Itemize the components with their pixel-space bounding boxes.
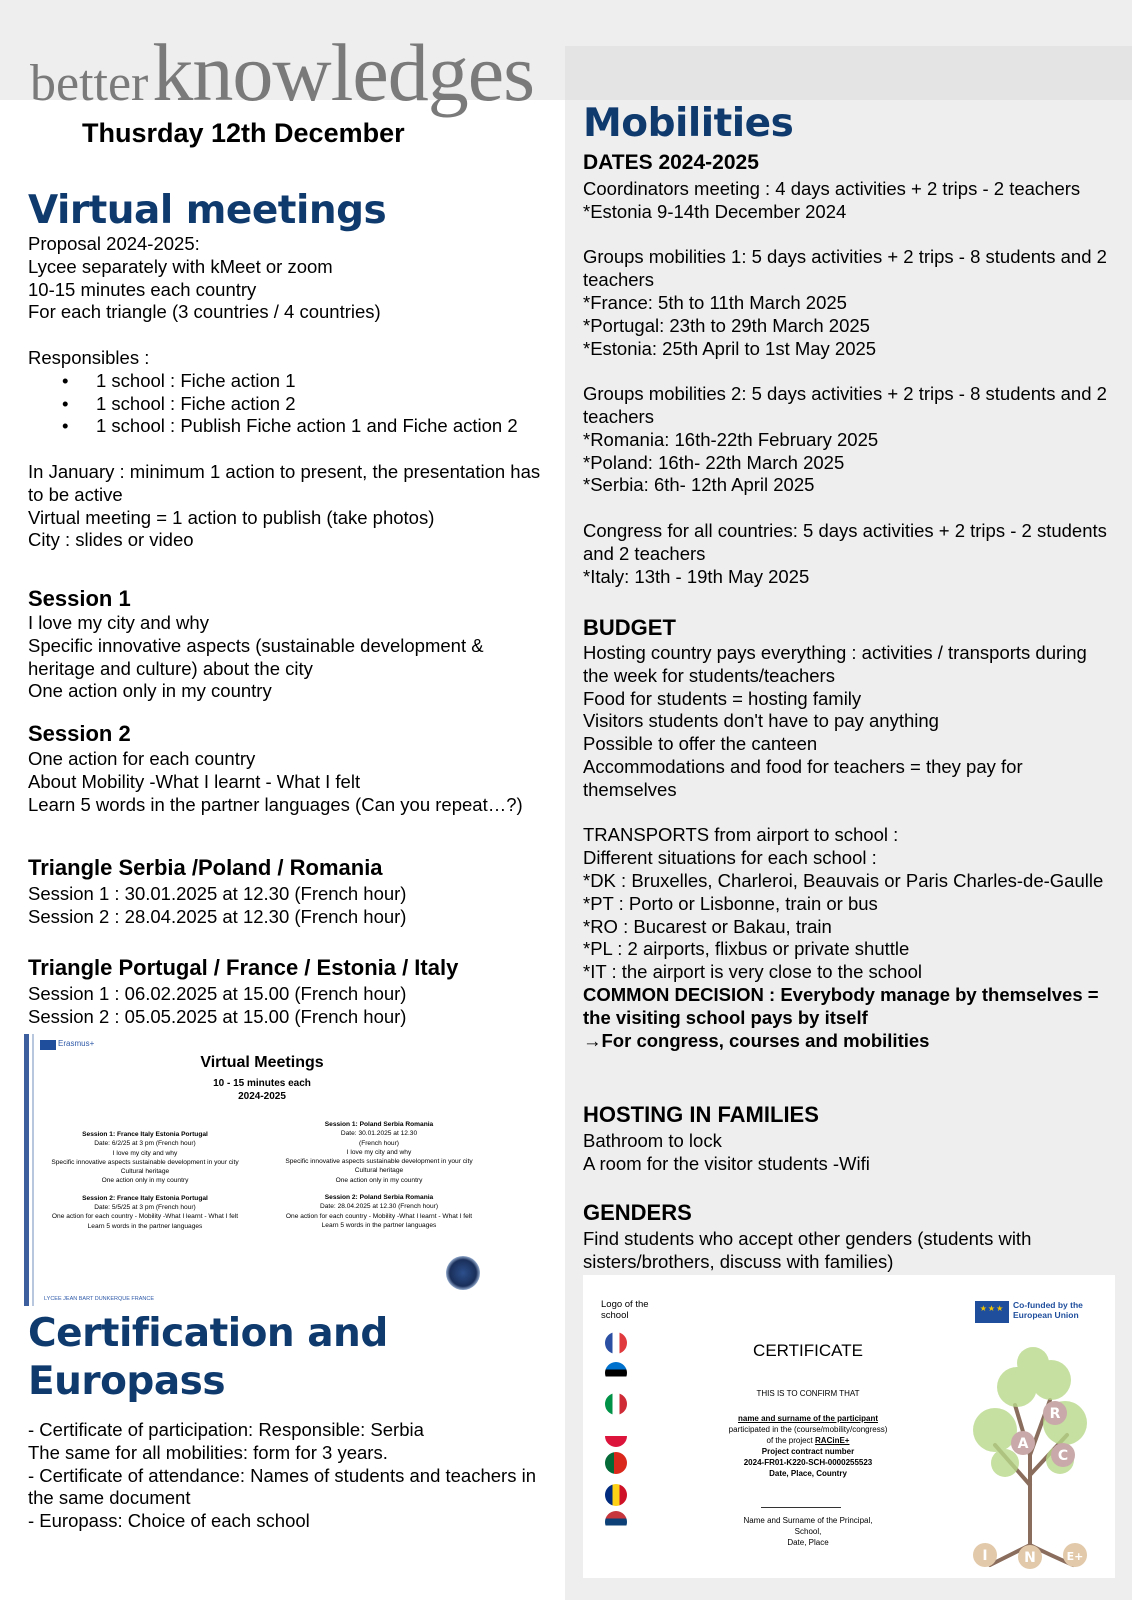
- tree-letter: C: [1057, 1448, 1069, 1464]
- intro-line: Lycee separately with kMeet or zoom: [28, 255, 333, 277]
- mobility-line: *Poland: 16th- 22th March 2025: [583, 451, 845, 473]
- slide-line: Date: 6/2/25 at 3 pm (French hour): [94, 1140, 196, 1148]
- eu-cofunded-label: Co-funded by the European Union: [1013, 1300, 1083, 1320]
- triangle2-body: [28, 983, 548, 1029]
- project-name: RACinE+: [815, 1436, 850, 1445]
- budget-line: Possible to offer the canteen: [583, 733, 818, 755]
- budget-line: Accommodations and food for teachers = they pay for themselves: [583, 755, 1023, 800]
- certification-heading: [28, 1310, 388, 1406]
- project-prefix: of the project: [766, 1436, 816, 1445]
- list-item: • 1 school : Fiche action 1: [28, 370, 548, 393]
- certification-line: - Certificate of attendance: Names of students and teachers in the same document: [28, 1464, 537, 1509]
- tree-letter: A: [1017, 1436, 1029, 1452]
- mobility-line: Coordinators meeting : 4 days activities + 2 trips - 2 teachers: [583, 178, 1081, 199]
- slide-line: I love my city and why: [346, 1148, 412, 1156]
- virtual-intro: [28, 233, 548, 552]
- slide-line: Date: 30.01.2025 at 12.30: [340, 1130, 418, 1138]
- mobility-line: *Italy: 13th - 19th May 2025: [583, 565, 810, 587]
- school-logo-placeholder: Logo of the school: [601, 1299, 649, 1321]
- triangle1-heading: Triangle Serbia /Poland / Romania: [28, 855, 383, 880]
- slide-line: Specific innovative aspects sustainable development in your city: [51, 1158, 239, 1166]
- slide-line: Learn 5 words in the partner languages: [321, 1221, 437, 1229]
- slide-left-column: [30, 1130, 260, 1231]
- brand-small: better: [30, 55, 149, 112]
- mobilities-heading: Mobilities: [583, 101, 794, 146]
- dates-heading: DATES 2024-2025: [583, 151, 759, 174]
- slide-line: (French hour): [359, 1139, 399, 1147]
- list-item: • 1 school : Fiche action 2: [28, 393, 548, 416]
- slide-line: One action for each country - Mobility -What I learnt - What I felt: [51, 1213, 239, 1221]
- budget-heading: BUDGET: [583, 615, 676, 640]
- slide-subtitle: 10 - 15 minutes each: [213, 1078, 311, 1089]
- signature-line: [761, 1507, 841, 1508]
- transport-line: Different situations for each school :: [583, 847, 877, 869]
- mobility-line: *Portugal: 23th to 29th March 2025: [583, 314, 870, 336]
- virtual-meetings-heading: Virtual meetings: [28, 188, 387, 233]
- certification-heading-line1: Certification and: [28, 1311, 388, 1356]
- genders-body: [583, 1228, 1083, 1274]
- mobility-line: *Estonia: 25th April to 1st May 2025: [583, 337, 877, 359]
- tree-letter: R: [1049, 1406, 1061, 1422]
- january-line: Virtual meeting = 1 action to publish (take photos): [28, 506, 435, 528]
- certification-body: [28, 1419, 548, 1533]
- session1-body: [28, 612, 538, 703]
- tree-letter: E+: [1066, 1550, 1084, 1563]
- session-line: Learn 5 words in the partner languages (Can you repeat…?): [28, 793, 523, 815]
- header-band-right: [565, 46, 1132, 100]
- hosting-body: [583, 1130, 1113, 1176]
- brand-large: knowledges: [152, 27, 535, 118]
- slide-line: Cultural heritage: [120, 1168, 170, 1176]
- tree-letter: I: [982, 1548, 988, 1564]
- school-emblem-icon: [446, 1256, 480, 1290]
- page-date: Thusrday 12th December: [82, 118, 405, 148]
- slide-line: One action only in my country: [335, 1176, 423, 1184]
- hosting-line: A room for the visitor students -Wifi: [583, 1152, 870, 1174]
- slide-session-title: Session 2: France Italy Estonia Portugal: [82, 1194, 208, 1202]
- certificate-title: CERTIFICATE: [753, 1341, 863, 1360]
- mobility-line: *Serbia: 6th- 12th April 2025: [583, 474, 815, 496]
- transport-line: TRANSPORTS from airport to school :: [583, 824, 899, 846]
- responsibles-list: [28, 370, 548, 438]
- slide-right-column: [264, 1120, 494, 1230]
- slide-line: Specific innovative aspects sustainable development in your city: [285, 1158, 473, 1166]
- certification-line: The same for all mobilities: form for 3 years.: [28, 1441, 388, 1463]
- certificate-contract-label: Project contract number: [761, 1447, 855, 1456]
- mobilities-body: [583, 178, 1113, 588]
- decision-line: →For congress, courses and mobilities: [583, 1029, 930, 1051]
- intro-line: Proposal 2024-2025:: [28, 233, 200, 254]
- italy-flag-icon: [605, 1393, 627, 1415]
- session1-heading: Session 1: [28, 586, 131, 611]
- session-line: One action only in my country: [28, 680, 272, 702]
- certificate-school: School,: [794, 1527, 822, 1536]
- mobility-line: Congress for all countries: 5 days activities + 2 trips - 2 students and 2 teachers: [583, 519, 1107, 564]
- tree-letter: N: [1024, 1550, 1036, 1566]
- virtual-meetings-slide: [24, 1034, 500, 1306]
- slide-line: Date: 5/5/25 at 3 pm (French hour): [94, 1204, 196, 1212]
- budget-body: [583, 642, 1113, 1052]
- romania-flag-icon: [605, 1484, 627, 1506]
- poland-flag-icon: [605, 1425, 627, 1447]
- mobility-line: *Romania: 16th-22th February 2025: [583, 428, 879, 450]
- slide-session-title: Session 1: France Italy Estonia Portugal: [82, 1131, 208, 1138]
- hosting-heading: HOSTING IN FAMILIES: [583, 1102, 819, 1127]
- serbia-flag-icon: [605, 1511, 627, 1533]
- transport-line: *PL : 2 airports, flixbus or private shuttle: [583, 938, 910, 960]
- slide-accent-bar: [24, 1034, 29, 1306]
- genders-line: Find students who accept other genders (students with sisters/brothers, discuss with families): [583, 1228, 1032, 1272]
- slide-line: One action only in my country: [101, 1177, 189, 1185]
- erasmus-label: Erasmus+: [58, 1039, 95, 1048]
- triangle-line: Session 1 : 06.02.2025 at 15.00 (French hour): [28, 983, 407, 1004]
- genders-heading: GENDERS: [583, 1200, 692, 1225]
- slide-line: I love my city and why: [112, 1149, 178, 1157]
- session2-body: [28, 748, 558, 816]
- mobility-line: Groups mobilities 1: 5 days activities + 2 trips - 8 students and 2 teachers: [583, 246, 1107, 291]
- triangle-line: Session 2 : 05.05.2025 at 15.00 (French hour): [28, 1005, 407, 1027]
- slide-year: 2024-2025: [238, 1091, 286, 1102]
- certificate-contract-number: 2024-FR01-K220-SCH-0000255523: [743, 1458, 873, 1467]
- mobility-line: *France: 5th to 11th March 2025: [583, 291, 847, 313]
- brand-title: [30, 26, 534, 120]
- certificate-participated: participated in the (course/mobility/congress): [728, 1425, 888, 1434]
- budget-line: Visitors students don't have to pay anything: [583, 710, 939, 732]
- session-line: About Mobility -What I learnt - What I felt: [28, 770, 361, 792]
- session2-heading: Session 2: [28, 721, 131, 746]
- decision-line: COMMON DECISION : Everybody manage by themselves = the visiting school pays by itself: [583, 983, 1099, 1028]
- triangle2-heading: Triangle Portugal / France / Estonia / Italy: [28, 955, 459, 980]
- tree-logo-icon: [955, 1335, 1105, 1571]
- list-item: • 1 school : Publish Fiche action 1 and Fiche action 2: [28, 415, 548, 438]
- eu-flag-icon: [40, 1040, 56, 1050]
- certificate-confirm: THIS IS TO CONFIRM THAT: [756, 1389, 860, 1398]
- budget-line: Food for students = hosting family: [583, 687, 862, 709]
- triangle1-body: [28, 883, 548, 929]
- eu-flag-icon: ★★★: [975, 1301, 1009, 1323]
- france-flag-icon: [605, 1332, 627, 1354]
- session-line: I love my city and why: [28, 612, 209, 633]
- slide-session-title: Session 2: Poland Serbia Romania: [324, 1194, 434, 1202]
- hosting-line: Bathroom to lock: [583, 1130, 722, 1151]
- transport-line: *PT : Porto or Lisbonne, train or bus: [583, 892, 878, 914]
- certificate-preview: [583, 1275, 1115, 1578]
- certification-heading-line2: Europass: [28, 1359, 226, 1404]
- slide-session-title: Session 1: Poland Serbia Romania: [324, 1121, 434, 1128]
- certificate-date2: Date, Place: [787, 1538, 829, 1547]
- slide-title: Virtual Meetings: [200, 1054, 324, 1071]
- certificate-principal: Name and Surname of the Principal,: [743, 1516, 873, 1525]
- certification-line: - Certificate of participation: Responsible: Serbia: [28, 1419, 424, 1440]
- slide-line: Learn 5 words in the partner languages: [87, 1222, 203, 1230]
- intro-line: 10-15 minutes each country: [28, 278, 257, 300]
- session-line: Specific innovative aspects (sustainable development & heritage and culture) about the city: [28, 634, 484, 679]
- estonia-flag-icon: [605, 1362, 627, 1384]
- transport-line: *RO : Bucarest or Bakau, train: [583, 915, 832, 937]
- triangle-line: Session 1 : 30.01.2025 at 12.30 (French hour): [28, 883, 407, 904]
- slide-line: One action for each country - Mobility -What I learnt - What I felt: [285, 1212, 473, 1220]
- participant-name: name and surname of the participant: [737, 1414, 879, 1423]
- mobility-line: *Estonia 9-14th December 2024: [583, 200, 847, 222]
- certificate-date-place: Date, Place, Country: [769, 1469, 847, 1478]
- slide-footer: LYCEE JEAN BART DUNKERQUE FRANCE: [44, 1296, 155, 1302]
- slide-line: Date: 28.04.2025 at 12.30 (French hour): [319, 1203, 439, 1211]
- budget-line: Hosting country pays everything : activities / transports during the week for students/teachers: [583, 642, 1087, 686]
- intro-line: For each triangle (3 countries / 4 countries): [28, 301, 381, 323]
- transport-line: *DK : Bruxelles, Charleroi, Beauvais or Paris Charles-de-Gaulle: [583, 869, 1104, 891]
- responsibles-label: Responsibles :: [28, 346, 150, 368]
- slide-line: Cultural heritage: [354, 1167, 404, 1175]
- january-line: In January : minimum 1 action to present, the presentation has to be active: [28, 460, 541, 505]
- certification-line: - Europass: Choice of each school: [28, 1510, 310, 1532]
- transport-line: *IT : the airport is very close to the school: [583, 961, 922, 983]
- january-line: City : slides or video: [28, 529, 194, 551]
- portugal-flag-icon: [605, 1452, 627, 1474]
- triangle-line: Session 2 : 28.04.2025 at 12.30 (French hour): [28, 905, 407, 927]
- mobility-line: Groups mobilities 2: 5 days activities + 2 trips - 8 students and 2 teachers: [583, 383, 1107, 427]
- session-line: One action for each country: [28, 748, 256, 769]
